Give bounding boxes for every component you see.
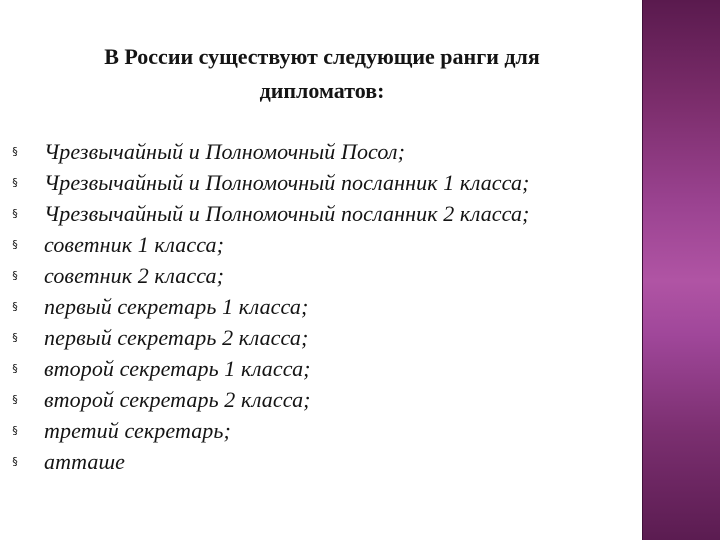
square-bullet-icon: §	[12, 424, 18, 437]
rank-label: Чрезвычайный и Полномочный Посол;	[44, 139, 406, 164]
square-bullet-icon: §	[12, 393, 18, 406]
rank-label: Чрезвычайный и Полномочный посланник 1 класса;	[44, 170, 530, 195]
rank-label: первый секретарь 1 класса;	[44, 294, 309, 319]
square-bullet-icon: §	[12, 331, 18, 344]
rank-label: советник 1 класса;	[44, 232, 225, 257]
square-bullet-icon: §	[12, 269, 18, 282]
rank-label: второй секретарь 2 класса;	[44, 387, 311, 412]
square-bullet-icon: §	[12, 362, 18, 375]
square-bullet-icon: §	[12, 145, 18, 158]
square-bullet-icon: §	[12, 176, 18, 189]
rank-label: советник 2 класса;	[44, 263, 225, 288]
rank-label: атташе	[44, 449, 126, 474]
rank-label: Чрезвычайный и Полномочный посланник 2 класса;	[44, 201, 530, 226]
slide-title-line-2: дипломатов:	[259, 78, 385, 103]
slide-title	[22, 40, 622, 108]
square-bullet-icon: §	[12, 455, 18, 468]
slide-title-line-1: В России существуют следующие ранги для	[104, 44, 540, 69]
decorative-side-panel	[643, 0, 720, 540]
square-bullet-icon: §	[12, 207, 18, 220]
square-bullet-icon: §	[12, 300, 18, 313]
rank-label: первый секретарь 2 класса;	[44, 325, 309, 350]
square-bullet-icon: §	[12, 238, 18, 251]
rank-label: третий секретарь;	[44, 418, 231, 443]
rank-label: второй секретарь 1 класса;	[44, 356, 311, 381]
